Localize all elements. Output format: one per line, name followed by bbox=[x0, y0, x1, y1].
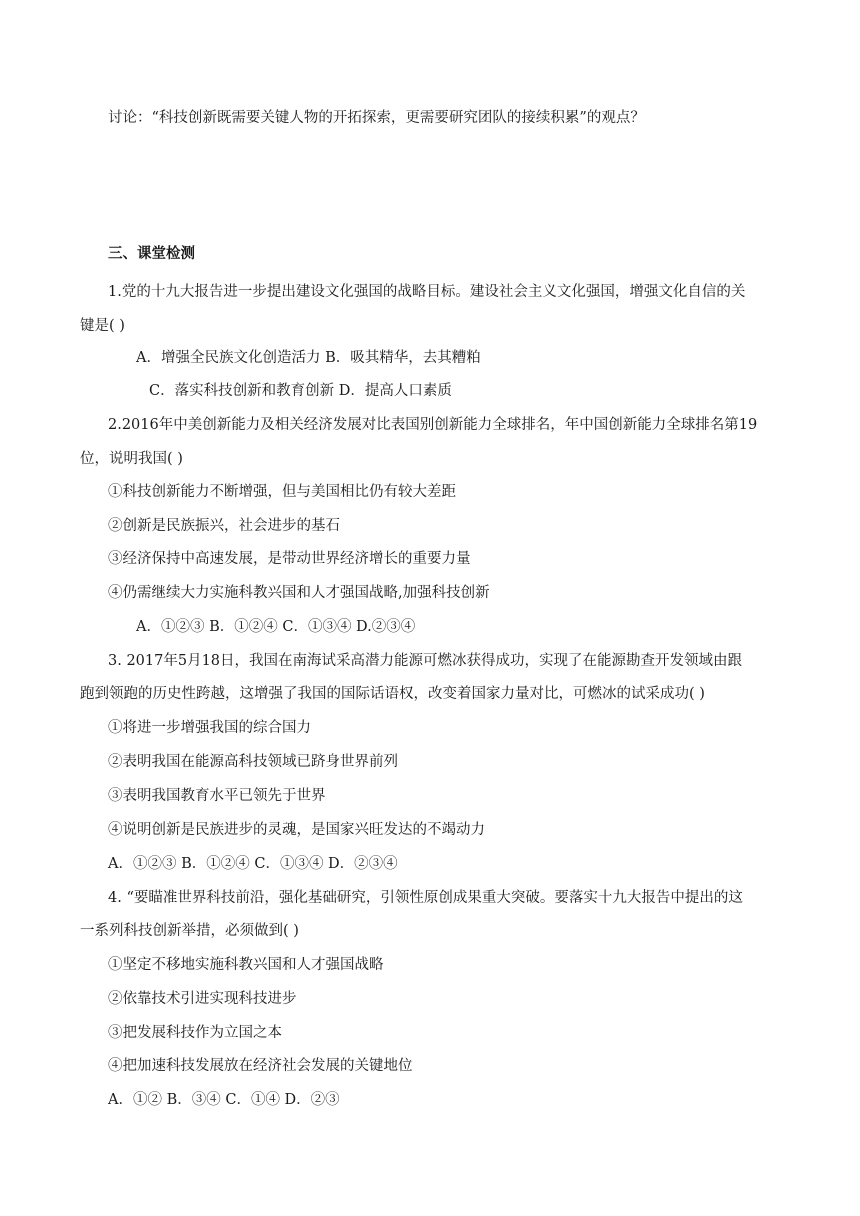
question-4-options: A．①② B．③④ C．①④ D．②③ bbox=[108, 1092, 340, 1108]
question-1-stem-line1: 1.党的十九大报告进一步提出建设文化强国的战略目标。建设社会主义文化强国，增强文化自信的关 bbox=[108, 284, 746, 300]
question-3-stem-line2: 跑到领跑的历史性跨越，这增强了我国的国际话语权，改变着国家力量对比，可燃冰的试采成功( ) bbox=[80, 686, 705, 702]
question-4-item: ①坚定不移地实施科教兴国和人才强国战略 bbox=[108, 957, 384, 973]
question-3-stem-line1: 3. 2017年5月18日，我国在南海试采高潜力能源可燃冰获得成功，实现了在能源勘查开发领域由跟 bbox=[108, 653, 743, 669]
question-3-item: ③表明我国教育水平已领先于世界 bbox=[108, 788, 326, 804]
question-2-item: ④仍需继续大力实施科教兴国和人才强国战略,加强科技创新 bbox=[108, 585, 490, 601]
question-2-stem-line1: 2.2016年中美创新能力及相关经济发展对比表国别创新能力全球排名，年中国创新能力全球排名第19 bbox=[108, 417, 758, 433]
question-1-options-line2: C．落实科技创新和教育创新 D．提高人口素质 bbox=[149, 383, 452, 399]
question-2-options: A．①②③ B．①②④ C．①③④ D.②③④ bbox=[136, 619, 416, 635]
discussion-prompt: 讨论：“科技创新既需要关键人物的开拓探索，更需要研究团队的接续积累”的观点？ bbox=[108, 110, 645, 126]
section-title: 三、课堂检测 bbox=[108, 245, 195, 262]
question-3-item: ④说明创新是民族进步的灵魂，是国家兴旺发达的不竭动力 bbox=[108, 822, 485, 838]
question-2-stem-line2: 位，说明我国( ) bbox=[80, 451, 183, 467]
question-4-stem-line1: 4. “要瞄准世界科技前沿，强化基础研究，引领性原创成果重大突破。要落实十九大报告中提出的这 bbox=[108, 890, 743, 906]
question-2-item: ③经济保持中高速发展，是带动世界经济增长的重要力量 bbox=[108, 551, 471, 567]
question-2-item: ①科技创新能力不断增强，但与美国相比仍有较大差距 bbox=[108, 484, 456, 500]
question-2-item: ②创新是民族振兴，社会进步的基石 bbox=[108, 518, 340, 534]
question-1-stem-line2: 键是( ) bbox=[80, 318, 125, 334]
question-4-item: ④把加速科技发展放在经济社会发展的关键地位 bbox=[108, 1058, 413, 1074]
question-3-options: A．①②③ B．①②④ C．①③④ D．②③④ bbox=[108, 856, 398, 872]
question-4-item: ③把发展科技作为立国之本 bbox=[108, 1025, 282, 1041]
question-4-item: ②依靠技术引进实现科技进步 bbox=[108, 991, 297, 1007]
question-3-item: ②表明我国在能源高科技领域已跻身世界前列 bbox=[108, 754, 398, 770]
question-3-item: ①将进一步增强我国的综合国力 bbox=[108, 720, 311, 736]
question-4-stem-line2: 一系列科技创新举措，必须做到( ) bbox=[80, 923, 299, 939]
question-1-options-line1: A．增强全民族文化创造活力 B．吸其精华，去其糟粕 bbox=[136, 350, 481, 366]
